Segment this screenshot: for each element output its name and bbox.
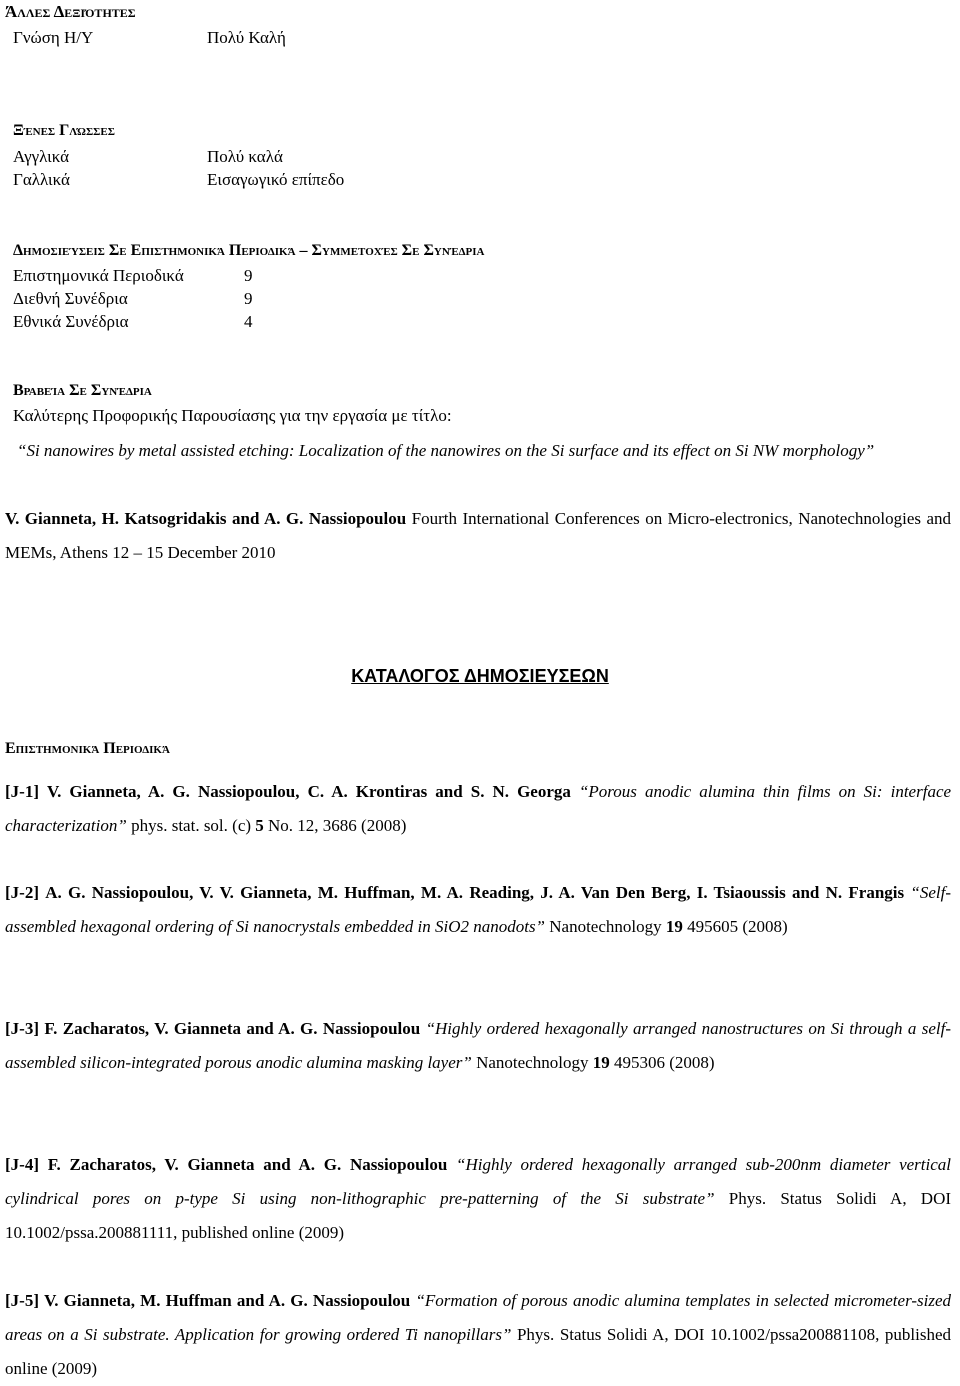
heading-text: Ξένες Γλώσσες bbox=[13, 122, 115, 139]
language-label: Γαλλικά bbox=[13, 170, 70, 189]
entry-authors: F. Zacharatos, V. Gianneta and A. G. Nassiopoulou bbox=[44, 1019, 421, 1038]
entry-volume: 19 bbox=[665, 917, 683, 936]
entry-id: [J-4] bbox=[5, 1155, 39, 1174]
award-authors: V. Gianneta, H. Katsogridakis and A. G. Nassiopoulou bbox=[5, 509, 407, 528]
entry-journal: phys. stat. sol. (c) bbox=[131, 816, 252, 835]
entry-id: [J-1] bbox=[5, 782, 39, 801]
publication-entry bbox=[5, 1012, 951, 1080]
entry-id: [J-2] bbox=[5, 883, 39, 902]
award-paper-title: “Si nanowires by metal assisted etching: Localization of the nanowires on the Si surface and its effect on Si NW morphology” bbox=[17, 441, 875, 460]
entry-journal: Nanotechnology bbox=[476, 1053, 589, 1072]
heading-awards bbox=[13, 380, 152, 400]
summary-label: Διεθνή Συνέδρια bbox=[13, 289, 128, 308]
publication-entry bbox=[5, 876, 951, 944]
summary-count: 9 bbox=[244, 289, 253, 308]
publication-entry bbox=[5, 1284, 951, 1386]
heading-text: Βραβεία Σε Συνέδρια bbox=[13, 382, 152, 399]
award-intro: Καλύτερης Προφορικής Παρουσίασης για την εργασία με τίτλο: bbox=[13, 406, 452, 425]
heading-languages bbox=[13, 120, 115, 140]
entry-journal: Phys. Status Solidi A, DOI 10.1002/pssa200881108, published online (2009) bbox=[5, 1325, 951, 1378]
award-venue: Fourth International Conferences on Micro-electronics, Nanotechnologies and MEMs, Athens 12 – 15 December 2010 bbox=[5, 509, 951, 562]
skill-label: Γνώση Η/Υ bbox=[13, 28, 94, 47]
heading-other-skills bbox=[5, 2, 136, 22]
entry-journal: Phys. Status Solidi A, DOI 10.1002/pssa.200881111, published online (2009) bbox=[5, 1189, 952, 1242]
entry-volume: 5 bbox=[255, 816, 264, 835]
entry-id: [J-5] bbox=[5, 1291, 39, 1310]
entry-journal: Nanotechnology bbox=[549, 917, 662, 936]
entry-title: “Highly ordered hexagonally arranged nanostructures on Si through a self-assembled silicon-integrated porous anodic alumina masking layer” bbox=[5, 1019, 952, 1072]
entry-volume: 19 bbox=[592, 1053, 610, 1072]
heading-publications-summary bbox=[13, 240, 484, 260]
entry-authors: V. Gianneta, A. G. Nassiopoulou, C. A. Krontiras and S. N. Georga bbox=[47, 782, 571, 801]
entry-details: 495605 (2008) bbox=[687, 917, 788, 936]
entry-authors: V. Gianneta, M. Huffman and A. G. Nassiopoulou bbox=[44, 1291, 411, 1310]
entry-details: No. 12, 3686 (2008) bbox=[268, 816, 407, 835]
heading-text: Δημοσιεύσεις Σε Επιστημονικά Περιοδικά – Συμμετοχές Σε Συνέδρια bbox=[13, 242, 485, 259]
language-label: Αγγλικά bbox=[13, 147, 70, 166]
summary-label: Επιστημονικά Περιοδικά bbox=[13, 266, 184, 285]
entry-title: “Porous anodic alumina thin films on Si: interface characterization” bbox=[5, 782, 952, 835]
entry-title: “Self-assembled hexagonal ordering of Si nanocrystals embedded in SiO2 nanodots” bbox=[5, 883, 952, 936]
entry-details: 495306 (2008) bbox=[613, 1053, 715, 1072]
entry-authors: F. Zacharatos, V. Gianneta and A. G. Nassiopoulou bbox=[47, 1155, 448, 1174]
language-level: Εισαγωγικό επίπεδο bbox=[207, 170, 345, 189]
entry-id: [J-3] bbox=[5, 1019, 39, 1038]
publication-entry bbox=[5, 1148, 951, 1250]
heading-journals bbox=[5, 738, 170, 758]
publication-entry bbox=[5, 775, 951, 843]
entry-title: “Highly ordered hexagonally arranged sub-200nm diameter vertical cylindrical pores on p-type Si using non-lithographic pre-patterning of the Si substrate” bbox=[5, 1155, 952, 1208]
language-level: Πολύ καλά bbox=[207, 147, 283, 166]
heading-text: Άλλες Δεξιότητες bbox=[5, 2, 136, 21]
skill-value: Πολύ Καλή bbox=[207, 28, 286, 47]
entry-authors: A. G. Nassiopoulou, V. V. Gianneta, M. Huffman, M. A. Reading, J. A. Van Den Berg, I. Tsiaoussis and N. Frangis bbox=[45, 883, 905, 902]
summary-count: 9 bbox=[244, 266, 253, 285]
catalog-title: ΚΑΤΑΛΟΓΟΣ ΔΗΜΟΣΙΕΥΣΕΩΝ bbox=[351, 666, 609, 686]
summary-count: 4 bbox=[244, 312, 253, 331]
heading-text: Επιστημονικά Περιοδικά bbox=[5, 740, 170, 757]
entry-title: “Formation of porous anodic alumina templates in selected micrometer-sized areas on a Si substrate. Application for growing ordered Ti nanopillars” bbox=[5, 1291, 952, 1344]
summary-label: Εθνικά Συνέδρια bbox=[13, 312, 129, 331]
award-citation bbox=[5, 502, 951, 570]
